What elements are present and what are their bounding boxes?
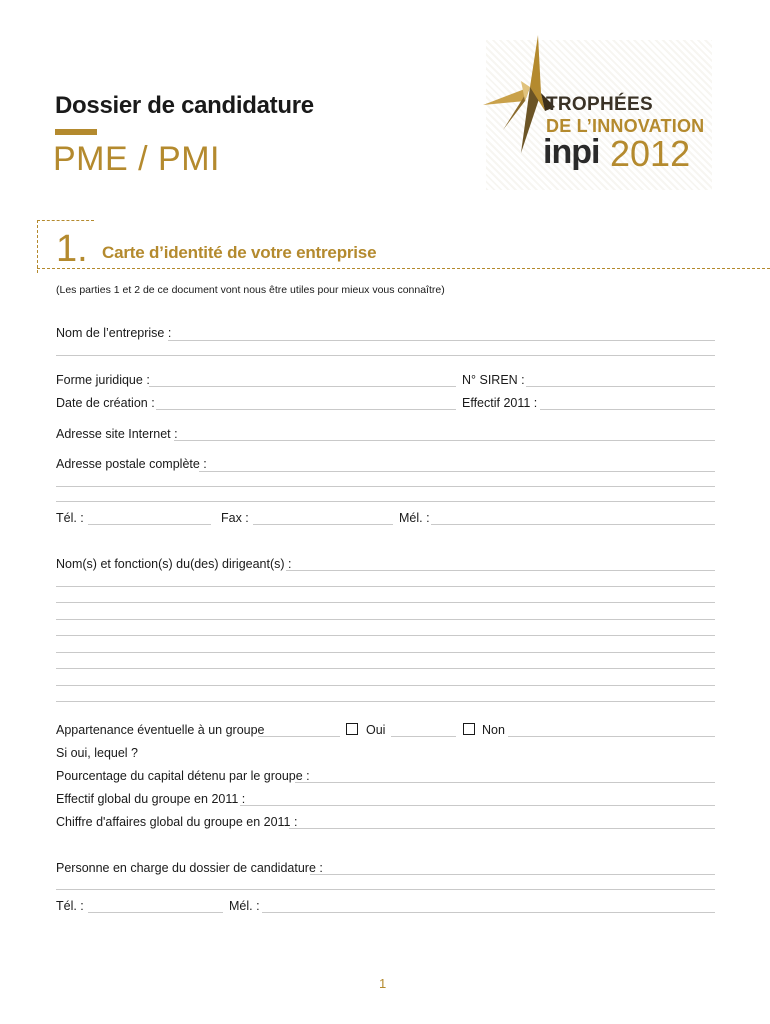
no-label: Non: [482, 723, 505, 737]
tel-label: Tél. :: [56, 511, 84, 525]
creation-date-label: Date de création :: [56, 396, 155, 410]
legal-form-field[interactable]: [149, 386, 456, 387]
document-title: Dossier de candidature: [55, 92, 314, 119]
postal-address-field-2[interactable]: [56, 486, 715, 487]
company-name-field-2[interactable]: [56, 355, 715, 356]
yes-checkbox[interactable]: [346, 723, 358, 735]
managers-field-4[interactable]: [56, 619, 715, 620]
tel-field[interactable]: [88, 524, 211, 525]
group-revenue-label: Chiffre d'affaires global du groupe en 2011 :: [56, 815, 298, 829]
section-note: (Les parties 1 et 2 de ce document vont nous être utiles pour mieux vous connaître): [56, 284, 445, 296]
postal-address-field[interactable]: [199, 471, 715, 472]
staff-2011-field[interactable]: [540, 409, 715, 410]
contact-person-label: Personne en charge du dossier de candidature :: [56, 861, 323, 875]
managers-field-3[interactable]: [56, 602, 715, 603]
contact-tel-label: Tél. :: [56, 899, 84, 913]
group-staff-label: Effectif global du groupe en 2011 :: [56, 792, 246, 806]
fax-label: Fax :: [221, 511, 249, 525]
company-name-field[interactable]: [168, 340, 715, 341]
group-membership-line: [258, 736, 340, 737]
creation-date-field[interactable]: [156, 409, 456, 410]
group-staff-field[interactable]: [240, 805, 715, 806]
logo-line-1: TROPHÉES: [546, 94, 653, 115]
legal-form-label: Forme juridique :: [56, 373, 150, 387]
capital-pct-label: Pourcentage du capital détenu par le groupe :: [56, 769, 310, 783]
yes-label: Oui: [366, 723, 386, 737]
logo-line-2: DE L’INNOVATION: [546, 116, 705, 136]
capital-pct-field[interactable]: [295, 782, 715, 783]
trophees-logo: [483, 35, 713, 185]
logo-brand: inpi: [543, 133, 600, 171]
group-revenue-field[interactable]: [289, 828, 715, 829]
contact-email-label: Mél. :: [229, 899, 260, 913]
section-title: Carte d’identité de votre entreprise: [102, 243, 377, 262]
no-checkbox[interactable]: [463, 723, 475, 735]
email-label: Mél. :: [399, 511, 430, 525]
managers-field-5[interactable]: [56, 635, 715, 636]
title-accent-bar: [55, 129, 97, 135]
managers-field-6[interactable]: [56, 652, 715, 653]
managers-field-7[interactable]: [56, 668, 715, 669]
no-line: [508, 736, 715, 737]
managers-field-8[interactable]: [56, 685, 715, 686]
contact-tel-field[interactable]: [88, 912, 223, 913]
email-field[interactable]: [431, 524, 715, 525]
contact-person-field[interactable]: [310, 874, 715, 875]
yes-line: [391, 736, 456, 737]
managers-field-9[interactable]: [56, 701, 715, 702]
siren-label: N° SIREN :: [462, 373, 525, 387]
postal-address-field-3[interactable]: [56, 501, 715, 502]
section-divider: [37, 268, 770, 269]
section-number: 1.: [56, 228, 88, 270]
group-membership-label: Appartenance éventuelle à un groupe: [56, 723, 265, 737]
website-label: Adresse site Internet :: [56, 427, 178, 441]
managers-label: Nom(s) et fonction(s) du(des) dirigeant(s) :: [56, 557, 292, 571]
fax-field[interactable]: [253, 524, 393, 525]
contact-email-field[interactable]: [262, 912, 715, 913]
siren-field[interactable]: [526, 386, 715, 387]
managers-field[interactable]: [286, 570, 715, 571]
document-subtitle: PME / PMI: [53, 140, 220, 178]
managers-field-2[interactable]: [56, 586, 715, 587]
contact-person-field-2[interactable]: [56, 889, 715, 890]
website-field[interactable]: [174, 440, 715, 441]
staff-2011-label: Effectif 2011 :: [462, 396, 538, 410]
postal-address-label: Adresse postale complète :: [56, 457, 207, 471]
company-name-label: Nom de l’entreprise :: [56, 326, 172, 340]
if-yes-label: Si oui, lequel ?: [56, 746, 139, 760]
page-number: 1: [379, 976, 387, 991]
logo-year: 2012: [610, 133, 691, 174]
